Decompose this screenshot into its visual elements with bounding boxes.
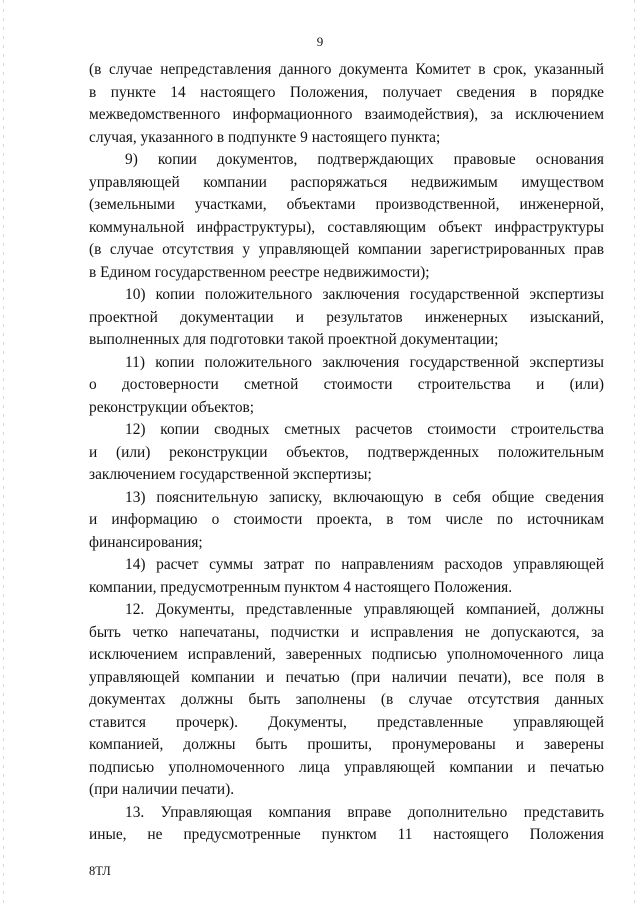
footer-code: 8ТЛ (89, 864, 111, 878)
text-line: (при наличии печати). (89, 781, 235, 798)
page-number: 9 (316, 34, 324, 49)
text-line: компанией, должны быть прошиты, пронумерованы и заверены (89, 736, 604, 753)
paragraph (89, 149, 604, 284)
text-line: финансирования; (89, 533, 203, 551)
text-line: 10) копии положительного заключения государственной экспертизы (125, 286, 604, 303)
right-scan-edge (634, 0, 635, 905)
text-line: и информацию о стоимости проекта, в том числе по источникам (89, 511, 604, 528)
text-line: в пункте 14 настоящего Положения, получает сведения в порядке (89, 83, 604, 101)
text-line: (земельными участками, объектами производственной, инженерной, (89, 196, 604, 213)
left-scan-edge (3, 0, 4, 905)
text-line: (в случае отсутствия у управляющей компании зарегистрированных прав (89, 241, 604, 258)
text-line: и (или) реконструкции объектов, подтвержденных положительным (89, 443, 604, 461)
text-line: 9) копии документов, подтверждающих правовые основания (125, 151, 604, 168)
paragraph (89, 352, 604, 420)
text-line: (в случае непредставления данного документа Комитет в срок, указанный (89, 61, 604, 78)
text-line: подписью уполномоченного лица управляющей компании и печатью (89, 758, 604, 776)
paragraph (89, 487, 604, 555)
document-body (89, 59, 604, 847)
text-line: иные, не предусмотренные пунктом 11 настоящего Положения (89, 826, 604, 843)
paragraph (89, 59, 604, 149)
text-line: 13. Управляющая компания вправе дополнительно представить (125, 803, 604, 821)
text-line: проектной документации и результатов инженерных изысканий, (89, 308, 604, 326)
text-line: 12. Документы, представленные управляющей компанией, должны (125, 601, 604, 618)
text-line: управляющей компании и печатью (при наличии печати), все поля в (89, 668, 604, 686)
text-line: 12) копии сводных сметных расчетов стоимости строительства (125, 421, 604, 438)
text-line: управляющей компании распоряжаться недвижимым имуществом (89, 173, 604, 191)
paragraph (89, 802, 604, 847)
text-line: 14) расчет суммы затрат по направлениям расходов управляющей (125, 556, 604, 573)
text-line: 11) копии положительного заключения государственной экспертизы (125, 353, 604, 371)
text-line: заключением государственной экспертизы; (89, 466, 372, 483)
text-line: документах должны быть заполнены (в случае отсутствия данных (89, 691, 604, 708)
paragraph (89, 554, 604, 599)
paragraph (89, 599, 604, 802)
text-line: быть четко напечатаны, подчистки и исправления не допускаются, за (89, 623, 604, 641)
text-line: компании, предусмотренным пунктом 4 настоящего Положения. (89, 578, 513, 596)
paragraph (89, 419, 604, 487)
text-line: реконструкции объектов; (89, 398, 255, 416)
text-line: коммунальной инфраструктуры), составляющим объект инфраструктуры (89, 218, 604, 236)
paragraph (89, 284, 604, 352)
text-line: выполненных для подготовки такой проектной документации; (89, 331, 499, 348)
text-line: 13) пояснительную записку, включающую в себя общие сведения (125, 488, 604, 506)
text-line: межведомственного информационного взаимодействия), за исключением (89, 106, 604, 123)
text-line: в Едином государственном реестре недвижимости); (89, 263, 430, 281)
text-line: исключением исправлений, заверенных подписью уполномоченного лица (89, 646, 604, 663)
text-line: ставится прочерк). Документы, представленные управляющей (89, 713, 604, 731)
text-line: случая, указанного в подпункте 9 настоящего пункта; (89, 128, 441, 146)
text-line: о достоверности сметной стоимости строительства и (или) (89, 376, 604, 393)
